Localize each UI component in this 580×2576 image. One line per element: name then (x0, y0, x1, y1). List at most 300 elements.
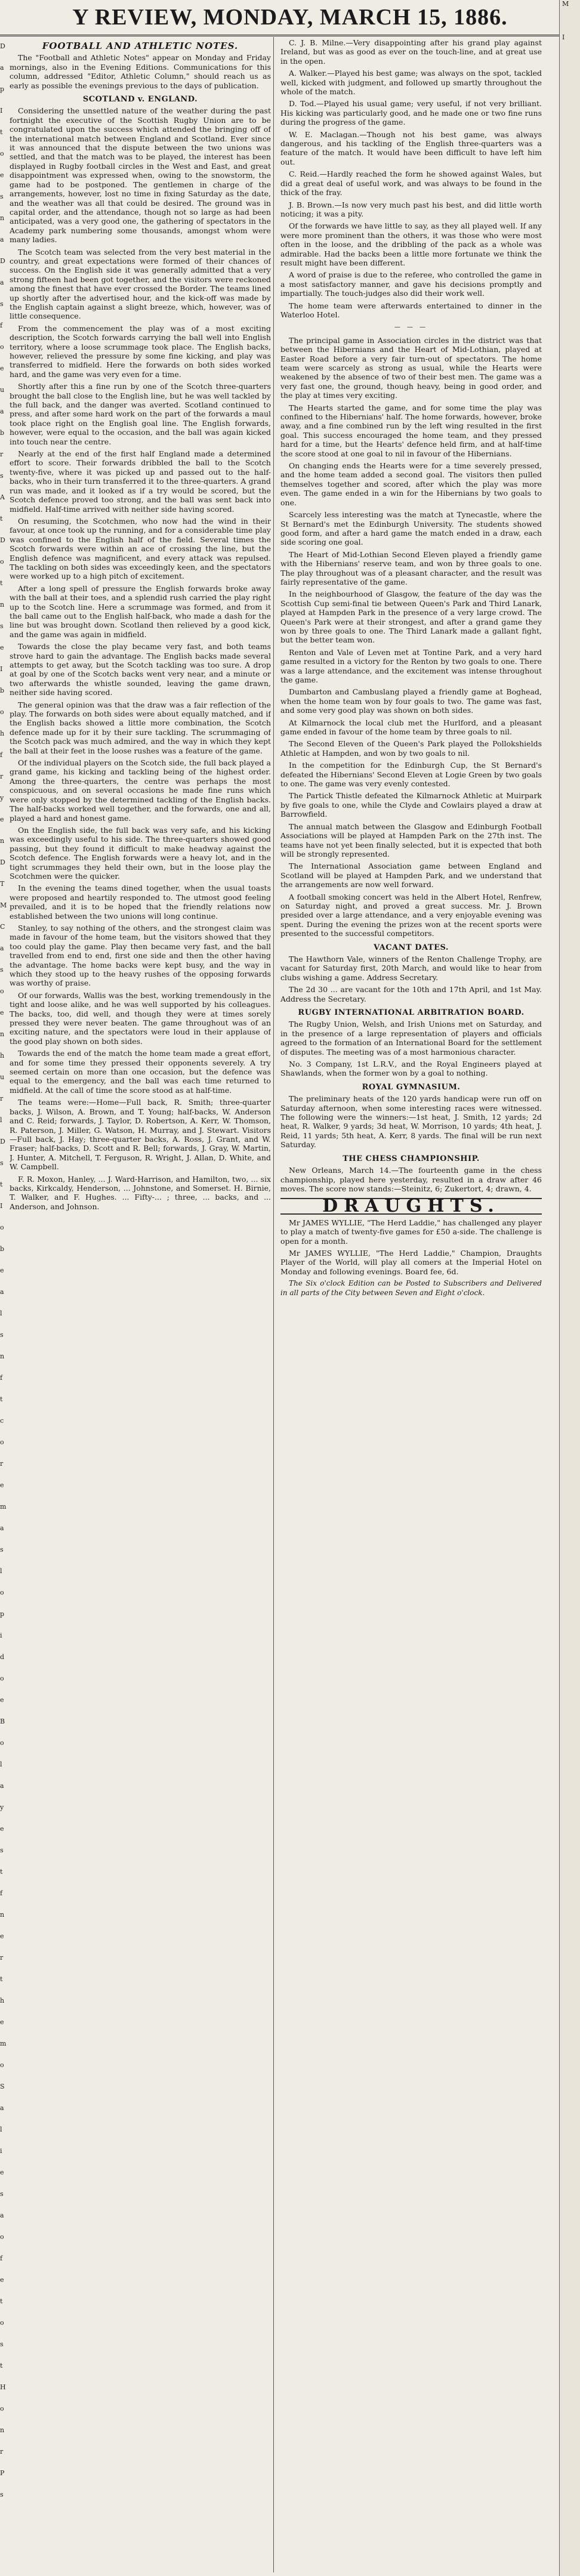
margin-letter (560, 2004, 580, 2013)
left-column (10, 38, 271, 2568)
margin-letter (560, 2447, 580, 2455)
margin-letter (560, 593, 580, 601)
margin-letter: l (0, 1309, 2, 1317)
margin-letter: u (0, 386, 5, 394)
margin-letter (560, 1537, 580, 1545)
margin-letter: b (0, 1245, 5, 1253)
margin-letter: t (0, 1975, 3, 1983)
margin-letter: s (0, 472, 4, 480)
margin-letter (560, 2046, 580, 2055)
margin-letter: a (0, 1782, 4, 1790)
separator: — — — (394, 324, 428, 331)
article-paragraph: Considering the unsettled nature of the weather during the past fortnight the executive of the Scottish Rugby Union are to be congratulated upon the success which attended the bringing off of the international match between England and Scotland. Ever since it was announced that the dispute between the two unions was settled, and that the match was to be played, the interest has been displayed in Rugby football circles in the West and East, and great disappointment was expressed when, owing to the snowstorm, the game had to be postponed. The gentlemen in charge of the arrangements, however, lost no time in fixing Saturday as the date, and the weather was all that could be desired. The ground was in capital order, and the attendance, though not so large as had been anticipated, was a very good one, the gathering of spectators in the Academy park numbering some thousands, amongst whom were many ladies. (10, 106, 271, 245)
edition-note: The Six o'clock Edition can be Posted to Subscribers and Delivered in all parts of the City between Seven and Eight o'clock. (280, 1279, 542, 1297)
margin-letter (560, 342, 580, 351)
margin-letter: n (0, 2426, 5, 2434)
margin-letter (560, 1144, 580, 1153)
margin-letter (560, 818, 580, 827)
article-paragraph: In the neighbourhood of Glasgow, the feature of the day was the Scottish Cup semi-final tie between Queen's Park and Third Lanark, played at Hampden Park in the presence of a very large crowd. The Queen's Park were at their strongest, and after a grand game they won by three goals to one. The Third Lanark made a gallant fight, but the better team won. (280, 589, 542, 645)
margin-letter (560, 1462, 580, 1470)
margin-letter: i (0, 2147, 2, 2155)
margin-letter (560, 543, 580, 551)
margin-letter (560, 17, 580, 25)
margin-letter (560, 1645, 580, 1654)
sub-heading: SCOTLAND v. ENGLAND. (82, 95, 198, 104)
article-paragraph: The 2d 30 ... are vacant for the 10th and 17th April, and 1st May. Address the Secretary. (280, 985, 542, 1003)
margin-letter (560, 810, 580, 818)
margin-letter (560, 134, 580, 142)
margin-letter (560, 209, 580, 217)
margin-letter (560, 1437, 580, 1445)
margin-letter (560, 785, 580, 793)
margin-letter: n (0, 214, 5, 222)
margin-letter (560, 919, 580, 927)
article-paragraph: W. E. Maclagan.—Though not his best game, was always dangerous, and his tackling of the English three-quarters was a feature of the match. It would have been difficult to have left him out. (280, 129, 542, 166)
margin-letter (560, 234, 580, 242)
article-paragraph: The principal game in Association circles in the district was that between the Hibernians and the Heart of Mid-Lothian, played at Easter Road before a very fair turn-out of spectators. The home team were scarcely as strong as usual, while the Hearts were weakened by the absence of two of their best men. The game was a very fast one, the ground, though heavy, being in good order, and the play at times very exciting. (280, 335, 542, 400)
margin-letter (560, 1695, 580, 1704)
column-divider (273, 37, 274, 2572)
article-paragraph: The Scotch team was selected from the very best material in the country, and great expectations were formed of their chances of success. On the English side it was generally admitted that a very strong fifteen had been got together, and the visitors were reckoned among the finest that have ever crossed the Border. The teams lined up shortly after the advertised hour, and the kick-off was made by the English captain against a slight breeze, which, however, was of little consequence. (10, 247, 271, 321)
article-paragraph: Renton and Vale of Leven met at Tontine Park, and a very hard game resulted in a victory for the Renton by two goals to one. There was a large attendance, and the excitement was intense throughout the game. (280, 647, 542, 684)
margin-letter (560, 2489, 580, 2497)
margin-letter (560, 1787, 580, 1796)
margin-letter (560, 217, 580, 226)
margin-letter: o (0, 2405, 4, 2413)
margin-letter (560, 2130, 580, 2138)
margin-letter (560, 1562, 580, 1570)
margin-letter (560, 1612, 580, 1620)
margin-letter (560, 1904, 580, 1913)
margin-letter (560, 1153, 580, 1161)
margin-letter (560, 1587, 580, 1595)
margin-letter: s (0, 2491, 4, 2498)
margin-letter (560, 2280, 580, 2288)
margin-letter (560, 1086, 580, 1094)
margin-letter (560, 986, 580, 994)
margin-letter (560, 1737, 580, 1746)
margin-letter: y (0, 794, 4, 802)
article-paragraph: The Hawthorn Vale, winners of the Renton Challenge Trophy, are vacant for Saturday first, 20th March, and would like to hear from clubs wishing a game. Address Secretary. (280, 954, 542, 982)
margin-letter (560, 535, 580, 543)
margin-letter (560, 2556, 580, 2564)
right-margin-stub (559, 0, 580, 2576)
margin-letter (560, 793, 580, 802)
margin-letter (560, 92, 580, 100)
margin-letter (560, 2497, 580, 2506)
margin-letter (560, 409, 580, 418)
article-paragraph: From the commencement the play was of a most exciting description, the Scotch forwards carrying the ball well into English territory, where a loose scrummage took place. The English backs, however, relieved the pressure by some fine kicking, and play was transferred to midfield. Here the forwards on both sides worked hard, and the game was very even for a time. (10, 323, 271, 379)
margin-letter: e (0, 171, 4, 179)
margin-letter (560, 2364, 580, 2372)
margin-letter (560, 1721, 580, 1729)
margin-letter (560, 1679, 580, 1687)
margin-letter: D (0, 1138, 5, 1145)
margin-letter: s (0, 622, 4, 630)
margin-letter: r (0, 1460, 4, 1468)
margin-letter (560, 2297, 580, 2305)
margin-letter (560, 935, 580, 944)
sub-heading: RUGBY INTERNATIONAL ARBITRATION BOARD. (298, 1008, 525, 1017)
margin-letter: a (0, 2211, 4, 2219)
margin-letter: s (0, 1546, 4, 1553)
margin-letter (560, 2213, 580, 2222)
margin-letter (560, 1846, 580, 1854)
margin-letter (560, 568, 580, 576)
margin-letter: f (0, 1889, 3, 1897)
margin-letter (560, 1779, 580, 1787)
margin-letter (560, 1478, 580, 1487)
article-paragraph: F. R. Moxon, Hanley, ... J. Ward-Harrison, and Hamilton, two, ... six backs, Kirkcaldy, Henderson, ... Johnstone, and Somerset. H. Birnie, T. Walker, and F. Hughes. ... Fifty-... ; three, ... backs, and ... Anderson, and Johnson. (10, 1174, 271, 1211)
margin-letter (560, 1520, 580, 1528)
article-paragraph: On resuming, the Scotchmen, who now had the wind in their favour, at once took up the running, and for a considerable time play was confined to the English half of the field. Several times the Scotch forwards were within an ace of crossing the line, but the English defence was magnificent, and every attack was repulsed. The tackling on both sides was exceedingly keen, and the spectators were worked up to a high pitch of excitement. (10, 516, 271, 581)
margin-letter (560, 351, 580, 359)
margin-letter (560, 75, 580, 84)
margin-letter: d (0, 1653, 5, 1661)
article-paragraph: After a long spell of pressure the English forwards broke away with the ball at their toes, and a splendid rush carried the play right up to the Scotch line. Here a scrummage was formed, and from it the ball came out to the English half-back, who made a dash for the line but was brought down. Scotland then relieved by a good kick, and the game was again in midfield. (10, 583, 271, 639)
margin-letter: c (0, 1417, 4, 1425)
article-paragraph: On the English side, the full back was very safe, and his kicking was exceedingly useful to his side. The three-quarters showed good passing, but they found it difficult to make headway against the Scotch defence. The English forwards were a heavy lot, and in the tight scrummages they held their own, but in the loose play the Scotchmen were the quicker. (10, 825, 271, 881)
margin-letter (560, 242, 580, 251)
margin-letter (560, 2481, 580, 2489)
right-column (280, 38, 542, 2568)
margin-letter (560, 2230, 580, 2238)
margin-letter: o (0, 1438, 4, 1446)
margin-letter: o (0, 343, 4, 351)
margin-letter (560, 226, 580, 234)
margin-letter: s (0, 1331, 4, 1339)
margin-letter (560, 2096, 580, 2105)
margin-letter (560, 601, 580, 610)
margin-letter (560, 1027, 580, 1036)
margin-letter: a (0, 944, 4, 952)
margin-letter (560, 1754, 580, 1762)
margin-letter (560, 869, 580, 877)
margin-letter (560, 1311, 580, 1320)
margin-letter (560, 1395, 580, 1403)
margin-letter: e (0, 1825, 4, 1833)
margin-letter: o (0, 987, 4, 995)
margin-letter (560, 2063, 580, 2071)
margin-letter: l (0, 1116, 2, 1124)
margin-letter (560, 1011, 580, 1019)
margin-letter (560, 2514, 580, 2522)
margin-letter: o (0, 2319, 4, 2327)
margin-letter (560, 668, 580, 677)
margin-letter (560, 434, 580, 443)
margin-letter (560, 2422, 580, 2430)
margin-letter (560, 894, 580, 902)
margin-letter: s (0, 966, 4, 974)
margin-letter (560, 25, 580, 33)
margin-letter (560, 1654, 580, 1662)
margin-letter (560, 2146, 580, 2155)
margin-letter (560, 977, 580, 986)
article-paragraph: The International Association game between England and Scotland will be played at Hampden Park, and we understand that the arrangements are now well forward. (280, 861, 542, 889)
margin-letter (560, 2455, 580, 2464)
margin-letter (560, 1370, 580, 1378)
margin-letter (560, 2105, 580, 2113)
margin-letter: s (0, 1159, 4, 1167)
margin-letter (560, 2339, 580, 2347)
margin-letter: T (0, 880, 5, 888)
margin-letter (560, 2013, 580, 2021)
margin-letter (560, 175, 580, 184)
margin-letter (560, 1228, 580, 1236)
article-paragraph: Towards the close the play became very fast, and both teams strove hard to gain the advantage. The English backs made several attempts to get away, but the Scotch tackling was too sure. A drop at goal by one of the Scotch backs went very near, and a minute or two afterwards the whistle sounded, leaving the game drawn, neither side having scored. (10, 642, 271, 697)
margin-letter (560, 1971, 580, 1979)
margin-letter (560, 50, 580, 58)
margin-letter (560, 2330, 580, 2339)
margin-letter: s (0, 2340, 4, 2348)
margin-letter (560, 777, 580, 785)
margin-letter (560, 1796, 580, 1804)
margin-letter: S (0, 2083, 5, 2090)
margin-letter (560, 1495, 580, 1503)
margin-letter (560, 718, 580, 727)
margin-letter (560, 2247, 580, 2255)
margin-letter (560, 451, 580, 459)
margin-letter (560, 1871, 580, 1879)
margin-letter (560, 1545, 580, 1553)
margin-letter (560, 2347, 580, 2355)
margin-letter (560, 1386, 580, 1395)
margin-letter (560, 1487, 580, 1495)
article-paragraph: Dumbarton and Cambuslang played a friendly game at Boghead, when the home team won by four goals to two. The game was fast, and some very good play was shown on both sides. (280, 687, 542, 715)
margin-letter (560, 2205, 580, 2213)
margin-letter (560, 259, 580, 267)
margin-letter (560, 944, 580, 952)
margin-letter (560, 84, 580, 92)
margin-letter (560, 58, 580, 67)
margin-letter (560, 560, 580, 568)
margin-letter (560, 1938, 580, 1946)
margin-letter (560, 1946, 580, 1954)
margin-letter (560, 710, 580, 718)
margin-letter (560, 1128, 580, 1136)
margin-letter (560, 2188, 580, 2197)
margin-letter (560, 426, 580, 434)
margin-letter (560, 1620, 580, 1629)
margin-letter (560, 760, 580, 768)
margin-letter (560, 1378, 580, 1386)
margin-letter: f (0, 751, 3, 759)
margin-letter (560, 1712, 580, 1721)
margin-letter (560, 1353, 580, 1361)
article-paragraph: The Heart of Mid-Lothian Second Eleven played a friendly game with the Hibernians' reserve team, and won by three goals to one. The play throughout was of a pleasant character, and the result was fairly representative of the game. (280, 549, 542, 586)
margin-letter (560, 885, 580, 894)
margin-letter (560, 585, 580, 593)
margin-letter (560, 2547, 580, 2556)
margin-letter (560, 1812, 580, 1821)
margin-letter: b (0, 429, 5, 437)
margin-letter (560, 1320, 580, 1328)
margin-letter (560, 1453, 580, 1462)
margin-letter (560, 618, 580, 626)
left-margin-stub (0, 36, 8, 2576)
margin-letter: p (0, 85, 5, 93)
draughts-heading: DRAUGHTS. (280, 1198, 542, 1214)
margin-letter (560, 2038, 580, 2046)
article-paragraph: A word of praise is due to the referee, who controlled the game in a most satisfactory manner, and gave his decisions promptly and impartially. The touch-judges also did their work well. (280, 270, 542, 298)
margin-letter (560, 167, 580, 175)
article-paragraph: A football smoking concert was held in the Albert Hotel, Renfrew, on Saturday night, and proved a great success. Mr. J. Brown presided over a large attendance, and a very enjoyable evening was spent. During the evening the prizes won at the recent sports were presented to the successful competitors. (280, 892, 542, 938)
margin-letter (560, 651, 580, 660)
margin-letter (560, 2539, 580, 2547)
margin-letter (560, 276, 580, 284)
article-paragraph: The home team were afterwards entertained to dinner in the Waterloo Hotel. (280, 301, 542, 319)
margin-letter (560, 1921, 580, 1929)
margin-letter (560, 1428, 580, 1437)
margin-letter (560, 2180, 580, 2188)
margin-letter (560, 476, 580, 484)
margin-letter (560, 852, 580, 860)
margin-letter (560, 1913, 580, 1921)
article-paragraph: D. Tod.—Played his usual game; very useful, if not very brilliant. His kicking was particularly good, and he made one or two fine runs during the progress of the game. (280, 99, 542, 127)
margin-letter: h (0, 1997, 5, 2004)
margin-letter (560, 1211, 580, 1219)
margin-letter (560, 526, 580, 535)
margin-letter: e (0, 2018, 4, 2026)
margin-letter (560, 827, 580, 835)
margin-letter: M (562, 0, 569, 8)
margin-letter (560, 1094, 580, 1102)
margin-letter (560, 2263, 580, 2272)
article-paragraph: The Hearts started the game, and for some time the play was confined to the Hibernians' half. The home forwards, however, broke away, and a fine combined run by the left wing resulted in the first goal. This success encouraged the home team, and they pressed hard for a time, but the Hearts' defence held firm, and at half-time the score stood at one goal to nil in favour of the Hibernians. (280, 403, 542, 458)
margin-letter: o (0, 1675, 4, 1682)
margin-letter (560, 2113, 580, 2121)
margin-letter (560, 643, 580, 651)
margin-letter: r (0, 2448, 4, 2455)
margin-letter: I (0, 665, 3, 673)
margin-letter (560, 735, 580, 743)
margin-letter (560, 1729, 580, 1737)
margin-letter (560, 1111, 580, 1119)
margin-letter (560, 1403, 580, 1411)
margin-letter (560, 727, 580, 735)
margin-letter (560, 1604, 580, 1612)
margin-letter (560, 2472, 580, 2481)
margin-letter: o (0, 1589, 4, 1596)
margin-letter (560, 1512, 580, 1520)
margin-letter: n (0, 1911, 5, 1919)
margin-letter: y (0, 1803, 4, 1811)
margin-letter (560, 1821, 580, 1829)
margin-letter: o (0, 150, 4, 157)
margin-letter: e (0, 816, 4, 823)
margin-letter (560, 635, 580, 643)
margin-letter (560, 1954, 580, 1963)
margin-letter: a (0, 236, 4, 243)
margin-letter (560, 334, 580, 342)
margin-letter: o (0, 1224, 4, 1231)
margin-letter (560, 1161, 580, 1169)
article-paragraph: At Kilmarnock the local club met the Hurlford, and a pleasant game ended in favour of the home team by three goals to nil. (280, 718, 542, 737)
margin-letter (560, 994, 580, 1002)
margin-letter: H (0, 2383, 6, 2391)
margin-letter: a (0, 64, 4, 72)
margin-letter: D (0, 858, 5, 866)
margin-letter (560, 142, 580, 150)
margin-letter (560, 1244, 580, 1253)
margin-letter: e (0, 1009, 4, 1017)
article-paragraph: A. Walker.—Played his best game; was always on the spot, tackled well, kicked with judgment, and followed up smartly throughout the whole of the match. (280, 69, 542, 97)
margin-letter: t (0, 2362, 3, 2370)
margin-letter: D (0, 42, 5, 50)
margin-letter (560, 1888, 580, 1896)
margin-letter (560, 844, 580, 852)
margin-letter (560, 1579, 580, 1587)
margin-letter: i (0, 1632, 2, 1639)
margin-letter (560, 384, 580, 393)
margin-letter (560, 493, 580, 501)
margin-letter (560, 1069, 580, 1077)
margin-letter (560, 2071, 580, 2080)
margin-letter (560, 1804, 580, 1812)
margin-letter: e (0, 365, 4, 372)
margin-letter: n (0, 1352, 5, 1360)
margin-letter (560, 509, 580, 518)
margin-letter: o (0, 2233, 4, 2241)
margin-letter (560, 125, 580, 134)
margin-letter (560, 100, 580, 109)
margin-letter (560, 2055, 580, 2063)
margin-letter (560, 401, 580, 409)
margin-letter: n (0, 1030, 5, 1038)
margin-letter: t (0, 128, 3, 136)
margin-letter (560, 2389, 580, 2397)
margin-letter (560, 501, 580, 509)
margin-letter (560, 301, 580, 309)
margin-letter: t (0, 1181, 3, 1188)
margin-letter (560, 610, 580, 618)
margin-letter (560, 2464, 580, 2472)
article-paragraph: Of our forwards, Wallis was the best, working tremendously in the tight and loose alike, and he was well supported by his colleagues. The backs, too, did well, and though they were at times sorely pressed they were never beaten. The game throughout was of an exciting nature, and the spectators were loud in their applause of the good play shown on both sides. (10, 990, 271, 1046)
margin-letter: I (0, 107, 3, 115)
margin-letter: r (0, 773, 4, 780)
margin-letter (560, 1746, 580, 1754)
margin-letter (560, 1963, 580, 1971)
margin-letter: a (0, 279, 4, 286)
margin-letter (560, 1044, 580, 1052)
article-paragraph: C. J. B. Milne.—Very disappointing after his grand play against Ireland, but was as good as ever on the touch-line, and at great use in the open. (280, 38, 542, 66)
article-paragraph: J. B. Brown.—Is now very much past his best, and did little worth noticing; it was a pity. (280, 200, 542, 218)
article-paragraph: Of the individual players on the Scotch side, the full back played a grand game, his kicking and tackling being of the highest order. Among the three-quarters, the centre was perhaps the most conspicuous, and on several occasions he made fine runs which were only stopped by the determined tackling of the English backs. The half-backs worked well together, and the forwards, one and all, played a hard and honest game. (10, 758, 271, 823)
margin-letter (560, 1687, 580, 1695)
article-paragraph: The "Football and Athletic Notes" appear on Monday and Friday mornings, also in the Evening Editions. Communications for this column, addressed "Editor, Athletic Column," should reach us as early as possible the evenings previous to the days of publication. (10, 53, 271, 90)
margin-letter (560, 2030, 580, 2038)
margin-letter (560, 2380, 580, 2389)
margin-letter (560, 1595, 580, 1604)
margin-letter (560, 2355, 580, 2364)
margin-letter: a (0, 1288, 4, 1296)
margin-letter (560, 1236, 580, 1244)
margin-letter (560, 518, 580, 526)
margin-letter (560, 768, 580, 777)
margin-letter (560, 1879, 580, 1888)
margin-letter (560, 1829, 580, 1837)
margin-letter: n (0, 837, 5, 845)
article-paragraph: Of the forwards we have little to say, as they all played well. If any were more prominent than the others, it was those who were most often in the loose, and the dribbling of the pack as a whole was admirable. Had the backs been a little more fortunate we think the result might have been different. (280, 221, 542, 267)
margin-letter (560, 2288, 580, 2297)
margin-letter (560, 292, 580, 301)
margin-letter (560, 2021, 580, 2030)
margin-letter: e (0, 2169, 4, 2176)
margin-letter (560, 2531, 580, 2539)
article-paragraph: The preliminary heats of the 120 yards handicap were run off on Saturday afternoon, when some interesting races were witnessed. The following were the winners:—1st heat, J. Smith, 12 yards; 2d heat, R. Walker, 9 yards; 3d heat, W. Morrison, 10 yards; 4th heat, J. Reid, 11 yards; 5th heat, A. Kerr, 8 yards. The final will be run next Saturday. (280, 1094, 542, 1150)
margin-letter (560, 743, 580, 752)
margin-letter (560, 468, 580, 476)
